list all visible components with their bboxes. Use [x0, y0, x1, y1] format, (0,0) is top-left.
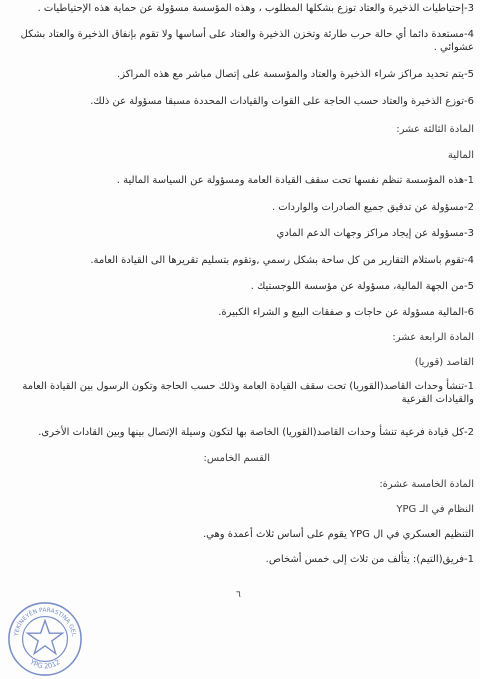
text-line: 5-من الجهة المالية، مسؤولة عن مؤسسة اللوجستيك . [250, 281, 474, 292]
text-line: التنظيم العسكري في ال YPG يقوم على أساس ثلاث أعمدة وهي. [202, 529, 474, 540]
article-heading: المادة الثالثة عشر: [396, 124, 474, 135]
article-heading: المادة الخامسة عشرة: [379, 479, 474, 490]
part-heading: القسم الخامس: [203, 453, 270, 464]
text-line: 6-المالية مسؤولة عن حاجات و صفقات البيع و الشراء الكبيرة. [218, 307, 474, 318]
text-line: 4-تقوم باستلام التقارير من كل ساحة بشكل رسمي ,وتقوم بتسليم تقريرها الى القيادة العامة. [90, 255, 474, 266]
section-title: النظام في الـ YPG [396, 504, 474, 515]
text-line: 1-فريق(التيم): يتألف من ثلاث إلى خمس أشخاص. [265, 554, 474, 565]
section-title: المالية [447, 150, 474, 161]
text-line: 2-كل قيادة فرعية تنشأ وحدات القاصد(القوريا) الخاصة بها لتكون وسيلة الإتصال بينها وبين القادات الأخرى. [38, 427, 474, 438]
text-line: 1-تنشأ وحدات القاصد(القوريا) تحت سقف القيادة العامة وذلك حسب الحاجة وتكون الرسول بين القيادة العامة والقيادات الفرعية [22, 381, 474, 405]
article-heading: المادة الرابعة عشر: [392, 332, 474, 343]
page-number: ٦ [236, 590, 241, 600]
text-line: 2-مسؤولة عن تدقيق جميع الصادرات والواردات . [271, 202, 474, 213]
text-line: 5-يتم تحديد مراكز شراء الذخيرة والعتاد والمؤسسة على إتصال مباشر مع هذه المراكز. [117, 69, 474, 80]
text-line: 3-مسؤولة عن إيجاد مراكز وجهات الدعم المادي [276, 228, 474, 239]
text-line: 3-إحتياطيات الذخيرة والعتاد توزع بشكلها المطلوب ، وهذه المؤسسة مسؤولة عن حماية هذه الإحتياطيات . [37, 3, 474, 14]
section-title: القاصد (قوريا) [414, 357, 474, 368]
svg-text:YPG 2012 [28, 657, 62, 670]
text-line: 4-مستعدة دائما أي حالة حرب طارئة وتخزن الذخيرة والعتاد على أساسها ولا تقوم بإنفاق الذخيرة والعتاد بشكل عشوائي . [20, 29, 474, 53]
seal-bottom-text: YPG 2012 [28, 658, 62, 671]
seal-top-text: YEKÎNEYÊN PARASTINA GEL [13, 607, 77, 637]
text-line: 1-هذه المؤسسة تنظم نفسها تحت سقف القيادة العامة ومسؤولة عن السياسة المالية . [116, 175, 474, 186]
text-line: 6-توزع الذخيرة والعتاد حسب الحاجة على القوات والقيادات المحددة مسبقا مسؤولة عن ذلك. [90, 96, 474, 107]
ypg-seal-stamp [6, 600, 84, 678]
